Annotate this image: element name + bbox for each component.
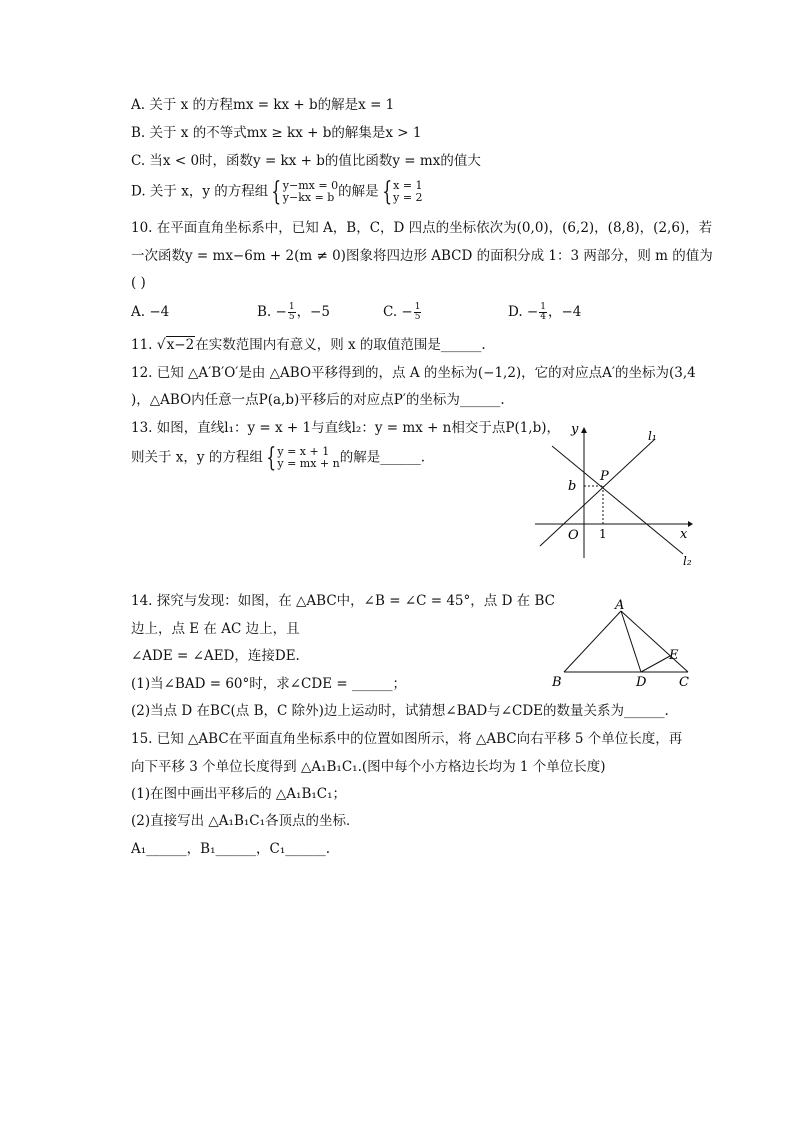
segment-de: [641, 656, 670, 672]
q13-line2: [131, 443, 426, 473]
q10-option-d: [508, 303, 581, 322]
q9-solution-eq1: x = 1: [393, 179, 423, 192]
q10-option-b-suffix: ，−5: [296, 304, 330, 320]
q14-line5: (2)当点 D 在BC(点 B，C 除外)边上运动时，试猜想∠BAD与∠CDE的数量关系为______.: [131, 703, 669, 719]
q10-option-b-fraction: [288, 303, 296, 322]
q10-option-a: A. −4: [131, 304, 170, 320]
q13-figure: [530, 418, 700, 573]
q15-line4: (2)直接写出 △A₁B₁C₁各顶点的坐标．: [131, 813, 360, 829]
q9-option-d-mid: 的解是: [338, 183, 379, 200]
q10-option-b: [257, 303, 330, 322]
q10-line1: 10. 在平面直角坐标系中，已知 A，B，C，D 四点的坐标依次为(0,0)，(6,2)，(8,8)，(2,6)，若: [131, 220, 713, 236]
q14-line4: (1)当∠BAD = 60°时，求∠CDE = ______；: [131, 676, 406, 692]
p-label: P: [600, 469, 609, 484]
q9-solution-eq2: y = 2: [393, 191, 423, 204]
q11-number: 11.: [131, 337, 157, 353]
q9-solution: { x = 1 y = 2: [381, 177, 423, 207]
q13-system-eq1: y = x + 1: [277, 445, 330, 458]
y-axis-arrow: [581, 427, 587, 433]
q10-option-d-suffix: ，−4: [547, 304, 582, 320]
q9-system: { y−mx = 0 y−kx = b: [271, 177, 339, 207]
b-label: b: [568, 479, 577, 494]
tick-1-label: 1: [599, 527, 607, 541]
vertex-c-label: C: [679, 675, 689, 690]
q9-system-eq1: y−mx = 0: [282, 179, 339, 192]
fraction-numerator: 1: [414, 302, 421, 312]
fraction-numerator: 1: [540, 302, 546, 312]
vertex-d-label: D: [636, 675, 647, 690]
fraction-denominator: 4: [540, 312, 546, 322]
q11-text: 在实数范围内有意义，则 x 的取值范围是______.: [195, 337, 486, 353]
y-label: y: [571, 422, 579, 437]
q15-line1: 15. 已知 △ABC在平面直角坐标系中的位置如图所示，将 △ABC向右平移 5 个单位长度，再: [131, 731, 683, 747]
fraction-numerator: 1: [288, 302, 295, 312]
q15-line2: 向下平移 3 个单位长度得到 △A₁B₁C₁.(图中每个小方格边长均为 1 个单位长度): [131, 759, 606, 775]
q9-system-eq2: y−kx = b: [282, 191, 335, 204]
q11-line: [131, 336, 486, 354]
vertex-a-label: A: [615, 598, 625, 613]
q12-line1: 12. 已知 △A′B′O′是由 △ABO平移得到的，点 A 的坐标为(−1,2)，它的对应点A′的坐标为(3,4: [131, 365, 696, 381]
q10-line3: ( ): [131, 275, 146, 291]
q15-line5: A₁______，B₁______，C₁______.: [131, 841, 331, 857]
q10-option-b-prefix: B. −: [257, 304, 287, 320]
l1-label: l₁: [648, 429, 657, 443]
l2-label: l₂: [683, 554, 692, 568]
sqrt-radicand: x−2: [166, 337, 195, 353]
q13-system-eq2: y = mx + n: [277, 457, 340, 470]
q12-line2: )，△ABO内任意一点P(a,b)平移后的对应点P′的坐标为______.: [131, 392, 505, 408]
q13-line1: 13. 如图，直线l₁：y = x + 1与直线l₂：y = mx + n相交于点P(1,b)，: [131, 420, 561, 436]
fraction-denominator: 5: [288, 312, 295, 322]
q10-line2: 一次函数y = mx−6m + 2(m ≠ 0)图象将四边形 ABCD 的面积分成 1：3 两部分，则 m 的值为: [131, 248, 713, 264]
q9-option-b: B. 关于 x 的不等式mx ≥ kx + b的解集是x > 1: [131, 125, 422, 141]
q13-line2-prefix: 则关于 x，y 的方程组: [131, 449, 263, 466]
q14-line2: 边上，点 E 在 AC 边上，且: [131, 621, 300, 637]
q9-option-c: C. 当x < 0时，函数y = kx + b的值比函数y = mx的值大: [131, 153, 481, 169]
line-l1: [540, 439, 655, 546]
q10-option-c: [383, 303, 422, 322]
q14-line1: 14. 探究与发现：如图，在 △ABC中，∠B = ∠C = 45°，点 D 在 BC: [131, 593, 555, 609]
q9-option-d-prefix: D. 关于 x，y 的方程组: [131, 183, 269, 200]
q14-line3: ∠ADE = ∠AED，连接DE.: [131, 648, 300, 664]
q10-option-c-fraction: [414, 303, 422, 322]
sqrt-radical: √x−2: [156, 337, 195, 353]
q13-line2-suffix: 的解是______.: [339, 449, 426, 466]
q14-figure: [548, 596, 698, 692]
q15-line3: (1)在图中画出平移后的 △A₁B₁C₁；: [131, 786, 347, 802]
fraction-denominator: 5: [414, 312, 421, 322]
vertex-b-label: B: [552, 675, 562, 690]
q10-option-d-fraction: [539, 303, 547, 322]
q9-option-a: A. 关于 x 的方程mx = kx + b的解是x = 1: [131, 97, 395, 113]
q10-option-d-prefix: D. −: [508, 304, 539, 320]
segment-ab: [564, 611, 621, 672]
vertex-e-label: E: [669, 648, 679, 663]
x-label: x: [680, 527, 688, 542]
q9-option-d: [131, 177, 423, 207]
x-axis-arrow: [688, 521, 693, 527]
q13-system: { y = x + 1 y = mx + n: [266, 443, 340, 473]
q10-option-c-prefix: C. −: [383, 304, 413, 320]
origin-label: O: [568, 528, 579, 543]
